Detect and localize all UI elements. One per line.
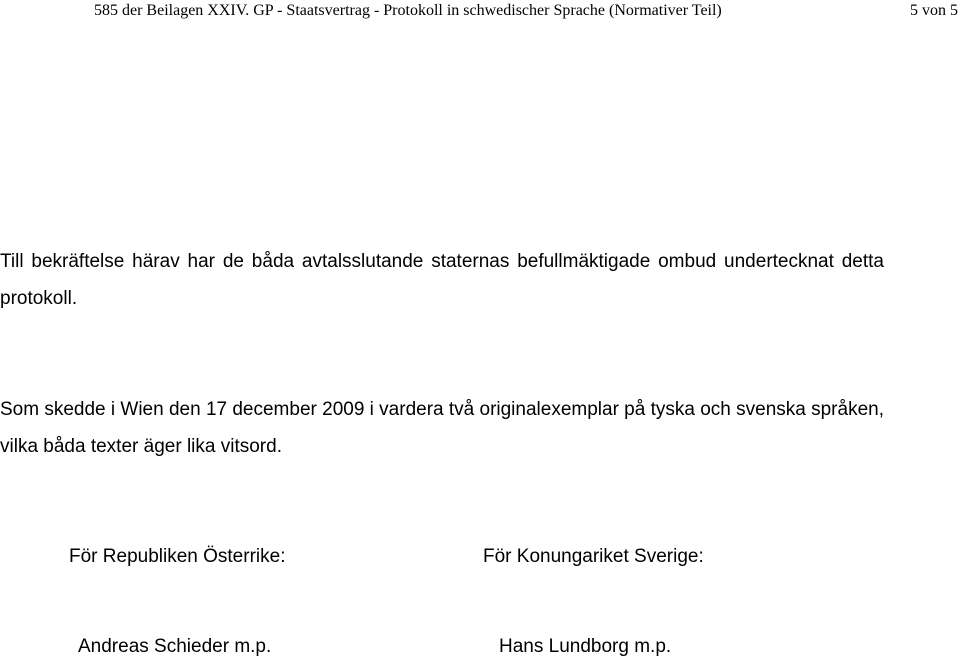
execution-paragraph: Som skedde i Wien den 17 december 2009 i vardera två originalexemplar på tyska och svenska språken, vilka båda texter äger lika vitsord. <box>0 399 884 457</box>
signatory-name-sweden: Hans Lundborg m.p. <box>499 636 672 657</box>
signature-heading-sweden: För Konungariket Sverige: <box>483 546 704 567</box>
page-header <box>0 0 960 22</box>
signature-heading-austria: För Republiken Österrike: <box>69 546 286 567</box>
signatory-name-austria: Andreas Schieder m.p. <box>78 636 272 657</box>
document-title: 585 der Beilagen XXIV. GP - Staatsvertrag - Protokoll in schwedischer Sprache (Normativer Teil) <box>94 2 722 19</box>
confirmation-paragraph: Till bekräftelse härav har de båda avtalsslutande staternas befullmäktigade ombud undertecknat detta protokoll. <box>0 251 884 309</box>
page-number: 5 von 5 <box>910 2 958 19</box>
